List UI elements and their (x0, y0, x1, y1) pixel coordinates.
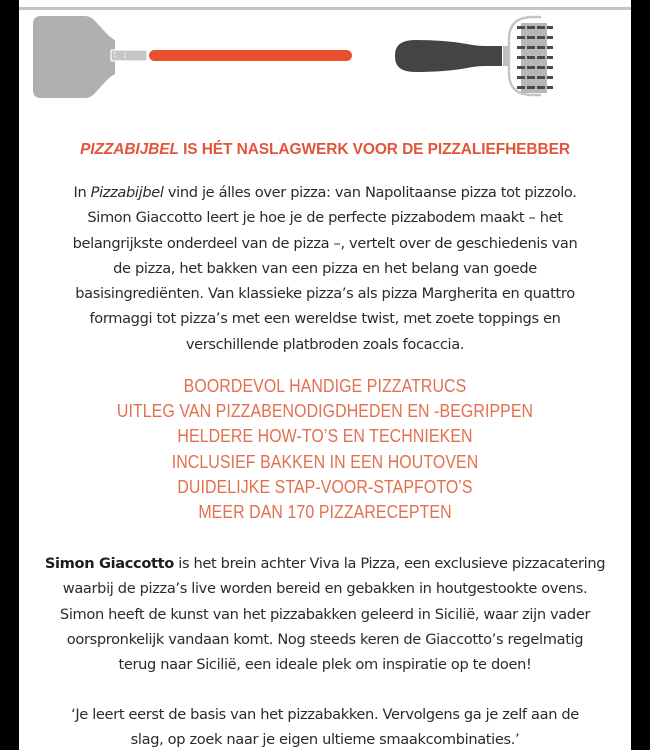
bio-text: is het brein achter Viva la Pizza, een exclusieve pizzacatering (173, 555, 606, 572)
product-description-page (19, 0, 631, 750)
bio-line: terug naar Sicilië, een ideale plek om inspiratie op te doen! (118, 656, 532, 674)
pizza-peel-icon (33, 16, 352, 98)
intro-text: vind je álles over pizza: van Napolitaanse pizza tot pizzolo. (163, 184, 577, 201)
heading-text: IS HÉT NASLAGWERK VOOR DE PIZZALIEFHEBBER (178, 141, 570, 158)
feature-item: INCLUSIEF BAKKEN IN EEN HOUTOVEN (171, 450, 479, 472)
feature-item: UITLEG VAN PIZZABENODIGDHEDEN EN -BEGRIPPEN (116, 400, 534, 422)
intro-line: Simon Giaccotto leert je hoe je de perfecte pizzabodem maakt – het (87, 209, 563, 227)
bio-line (19, 551, 631, 576)
quote-line: slag, op zoek naar je eigen ultieme smaakcombinaties.’ (130, 731, 520, 749)
intro-line: basisingrediënten. Van klassieke pizza’s als pizza Margherita en quattro (75, 285, 575, 303)
quote-line: ‘Je leert eerst de basis van het pizzabakken. Vervolgens ga je zelf aan de (71, 706, 579, 723)
pizza-tools-illustration (19, 10, 631, 105)
intro-line: formaggi tot pizza’s met een wereldse twist, met zoete toppings en (89, 310, 561, 328)
feature-item: BOORDEVOL HANDIGE PIZZATRUCS (183, 375, 467, 396)
feature-item: DUIDELIJKE STAP-VOOR-STAPFOTO’S (177, 475, 473, 497)
intro-line: de pizza, het bakken van een pizza en het belang van goede (113, 259, 537, 277)
author-quote (19, 702, 631, 750)
intro-line: verschillende platbroden zoals focaccia. (185, 335, 465, 353)
dough-docker-icon (395, 17, 553, 95)
intro-line (19, 180, 631, 205)
feature-item: MEER DAN 170 PIZZARECEPTEN (198, 501, 452, 523)
author-bio (19, 551, 631, 677)
intro-paragraph (19, 180, 631, 357)
feature-list (19, 373, 631, 524)
bio-line: oorspronkelijk vandaan komt. Nog steeds keren de Giaccotto’s regelmatig (66, 630, 584, 648)
bio-line: Simon heeft de kunst van het pizzabakken geleerd in Sicilië, waar zijn vader (59, 605, 591, 623)
author-name: Simon Giaccotto (44, 555, 174, 572)
heading-book-title: PIZZABIJBEL (80, 141, 179, 158)
intro-line: belangrijkste onderdeel van de pizza –, vertelt over de geschiedenis van (72, 234, 578, 252)
book-title-italic: Pizzabijbel (90, 184, 164, 201)
bio-line: waarbij de pizza’s live worden bereid en gebakken in houtgestookte ovens. (62, 580, 588, 598)
feature-item: HELDERE HOW-TO’S EN TECHNIEKEN (177, 425, 473, 447)
section-heading (19, 141, 631, 159)
intro-text: In (73, 184, 91, 201)
